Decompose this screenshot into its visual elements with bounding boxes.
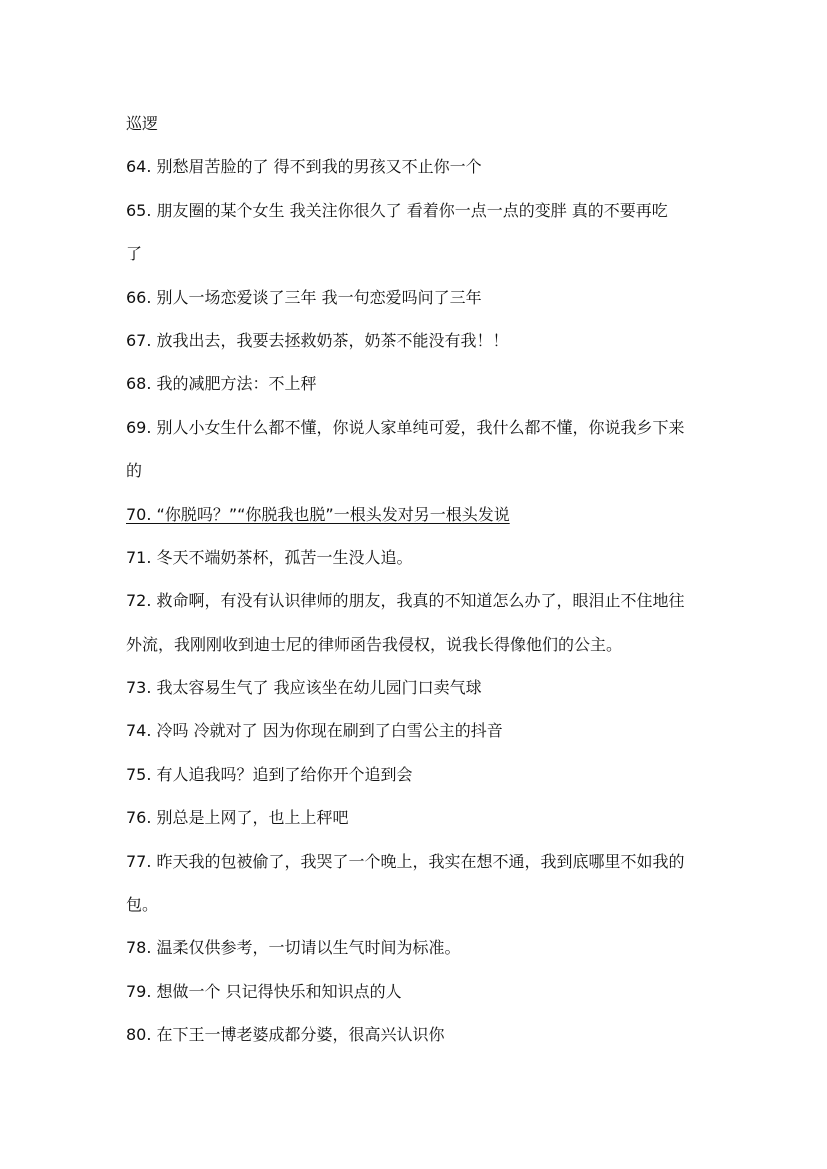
text-line: 80. 在下王一博老婆成都分婆，很高兴认识你 [126,1025,445,1045]
text-line: 65. 朋友圈的某个女生 我关注你很久了 看着你一点一点的变胖 真的不要再吃 [126,200,668,220]
text-line: 78. 温柔仅供参考，一切请以生气时间为标准。 [126,938,461,958]
text-line: 了 [126,244,143,264]
text-line: 71. 冬天不端奶茶杯，孤苦一生没人追。 [126,547,413,567]
text-line: 68. 我的减肥方法：不上秤 [126,374,317,394]
text-line: 67. 放我出去，我要去拯救奶茶，奶茶不能没有我！！ [126,330,509,350]
text-line: 64. 别愁眉苦脸的了 得不到我的男孩又不止你一个 [126,157,482,177]
text-line: 的 [126,461,143,481]
text-line: 72. 救命啊，有没有认识律师的朋友，我真的不知道怎么办了，眼泪止不住地往 [126,591,685,611]
text-line: 73. 我太容易生气了 我应该坐在幼儿园门口卖气球 [126,678,482,698]
text-line-underlined: 70. “你脱吗？”“你脱我也脱”一根头发对另一根头发说 [126,504,510,524]
text-line: 74. 冷吗 冷就对了 因为你现在刷到了白雪公主的抖音 [126,721,503,741]
text-line: 外流，我刚刚收到迪士尼的律师函告我侵权，说我长得像他们的公主。 [126,634,623,654]
text-body [126,108,716,1063]
text-line: 包。 [126,895,159,915]
text-line: 巡逻 [126,114,159,133]
text-line: 75. 有人追我吗？追到了给你开个追到会 [126,764,413,784]
text-line: 77. 昨天我的包被偷了，我哭了一个晚上，我实在想不通，我到底哪里不如我的 [126,851,685,871]
text-line: 79. 想做一个 只记得快乐和知识点的人 [126,981,402,1001]
text-line: 76. 别总是上网了，也上上秤吧 [126,808,349,828]
text-line: 69. 别人小女生什么都不懂，你说人家单纯可爱，我什么都不懂，你说我乡下来 [126,417,685,437]
text-line: 66. 别人一场恋爱谈了三年 我一句恋爱吗问了三年 [126,287,482,307]
